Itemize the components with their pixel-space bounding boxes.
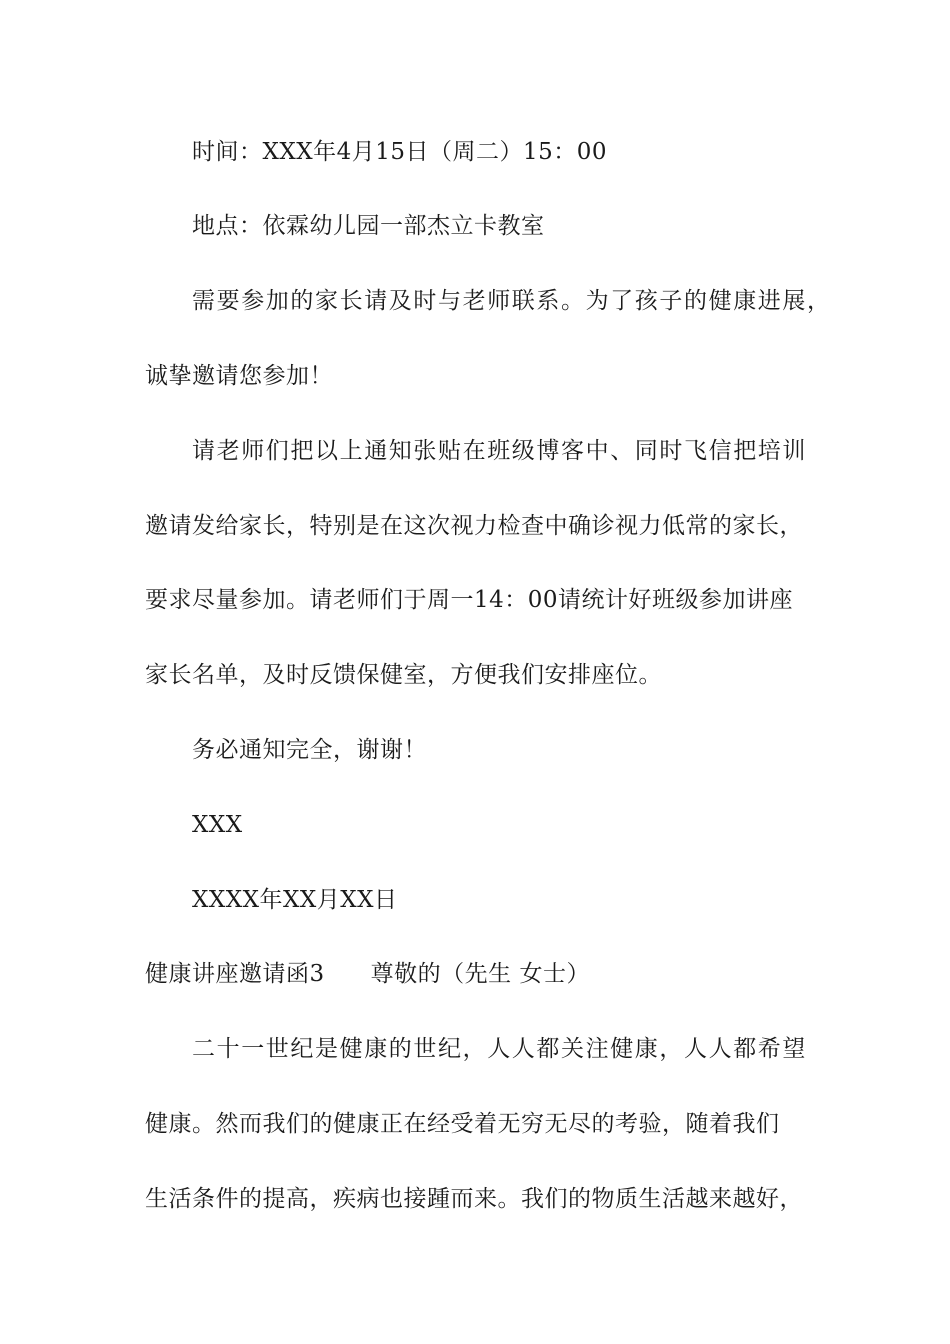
paragraph-1-line-2: 诚挚邀请您参加！ bbox=[145, 363, 333, 389]
paragraph-3-line-1: 二十一世纪是健康的世纪，人人都关注健康，人人都希望 bbox=[192, 1036, 807, 1062]
paragraph-2-line-3: 要求尽量参加。请老师们于周一14：00请统计好班级参加讲座 bbox=[145, 587, 794, 613]
paragraph-2-line-2: 邀请发给家长，特别是在这次视力检查中确诊视力低常的家长， bbox=[145, 513, 803, 539]
time-line: 时间：XXX年4月15日（周二）15：00 bbox=[192, 139, 608, 165]
place-line: 地点：依霖幼儿园一部杰立卡教室 bbox=[192, 213, 545, 239]
closing-line: 务必通知完全，谢谢！ bbox=[192, 737, 427, 763]
section-heading bbox=[145, 958, 825, 990]
paragraph-2-line-1: 请老师们把以上通知张贴在班级博客中、同时飞信把培训 bbox=[192, 438, 807, 464]
paragraph-2-line-4: 家长名单，及时反馈保健室，方便我们安排座位。 bbox=[145, 662, 662, 688]
heading-title: 健康讲座邀请函3 bbox=[145, 961, 325, 987]
paragraph-3-line-3: 生活条件的提高，疾病也接踵而来。我们的物质生活越来越好， bbox=[145, 1186, 803, 1212]
heading-salutation: 尊敬的（先生 女士） bbox=[370, 961, 590, 987]
paragraph-1-line-1: 需要参加的家长请及时与老师联系。为了孩子的健康进展， bbox=[192, 288, 832, 314]
date-line: XXXX年XX月XX日 bbox=[192, 887, 398, 913]
paragraph-3-line-2: 健康。然而我们的健康正在经受着无穷无尽的考验，随着我们 bbox=[145, 1111, 780, 1137]
signature: XXX bbox=[192, 812, 243, 838]
